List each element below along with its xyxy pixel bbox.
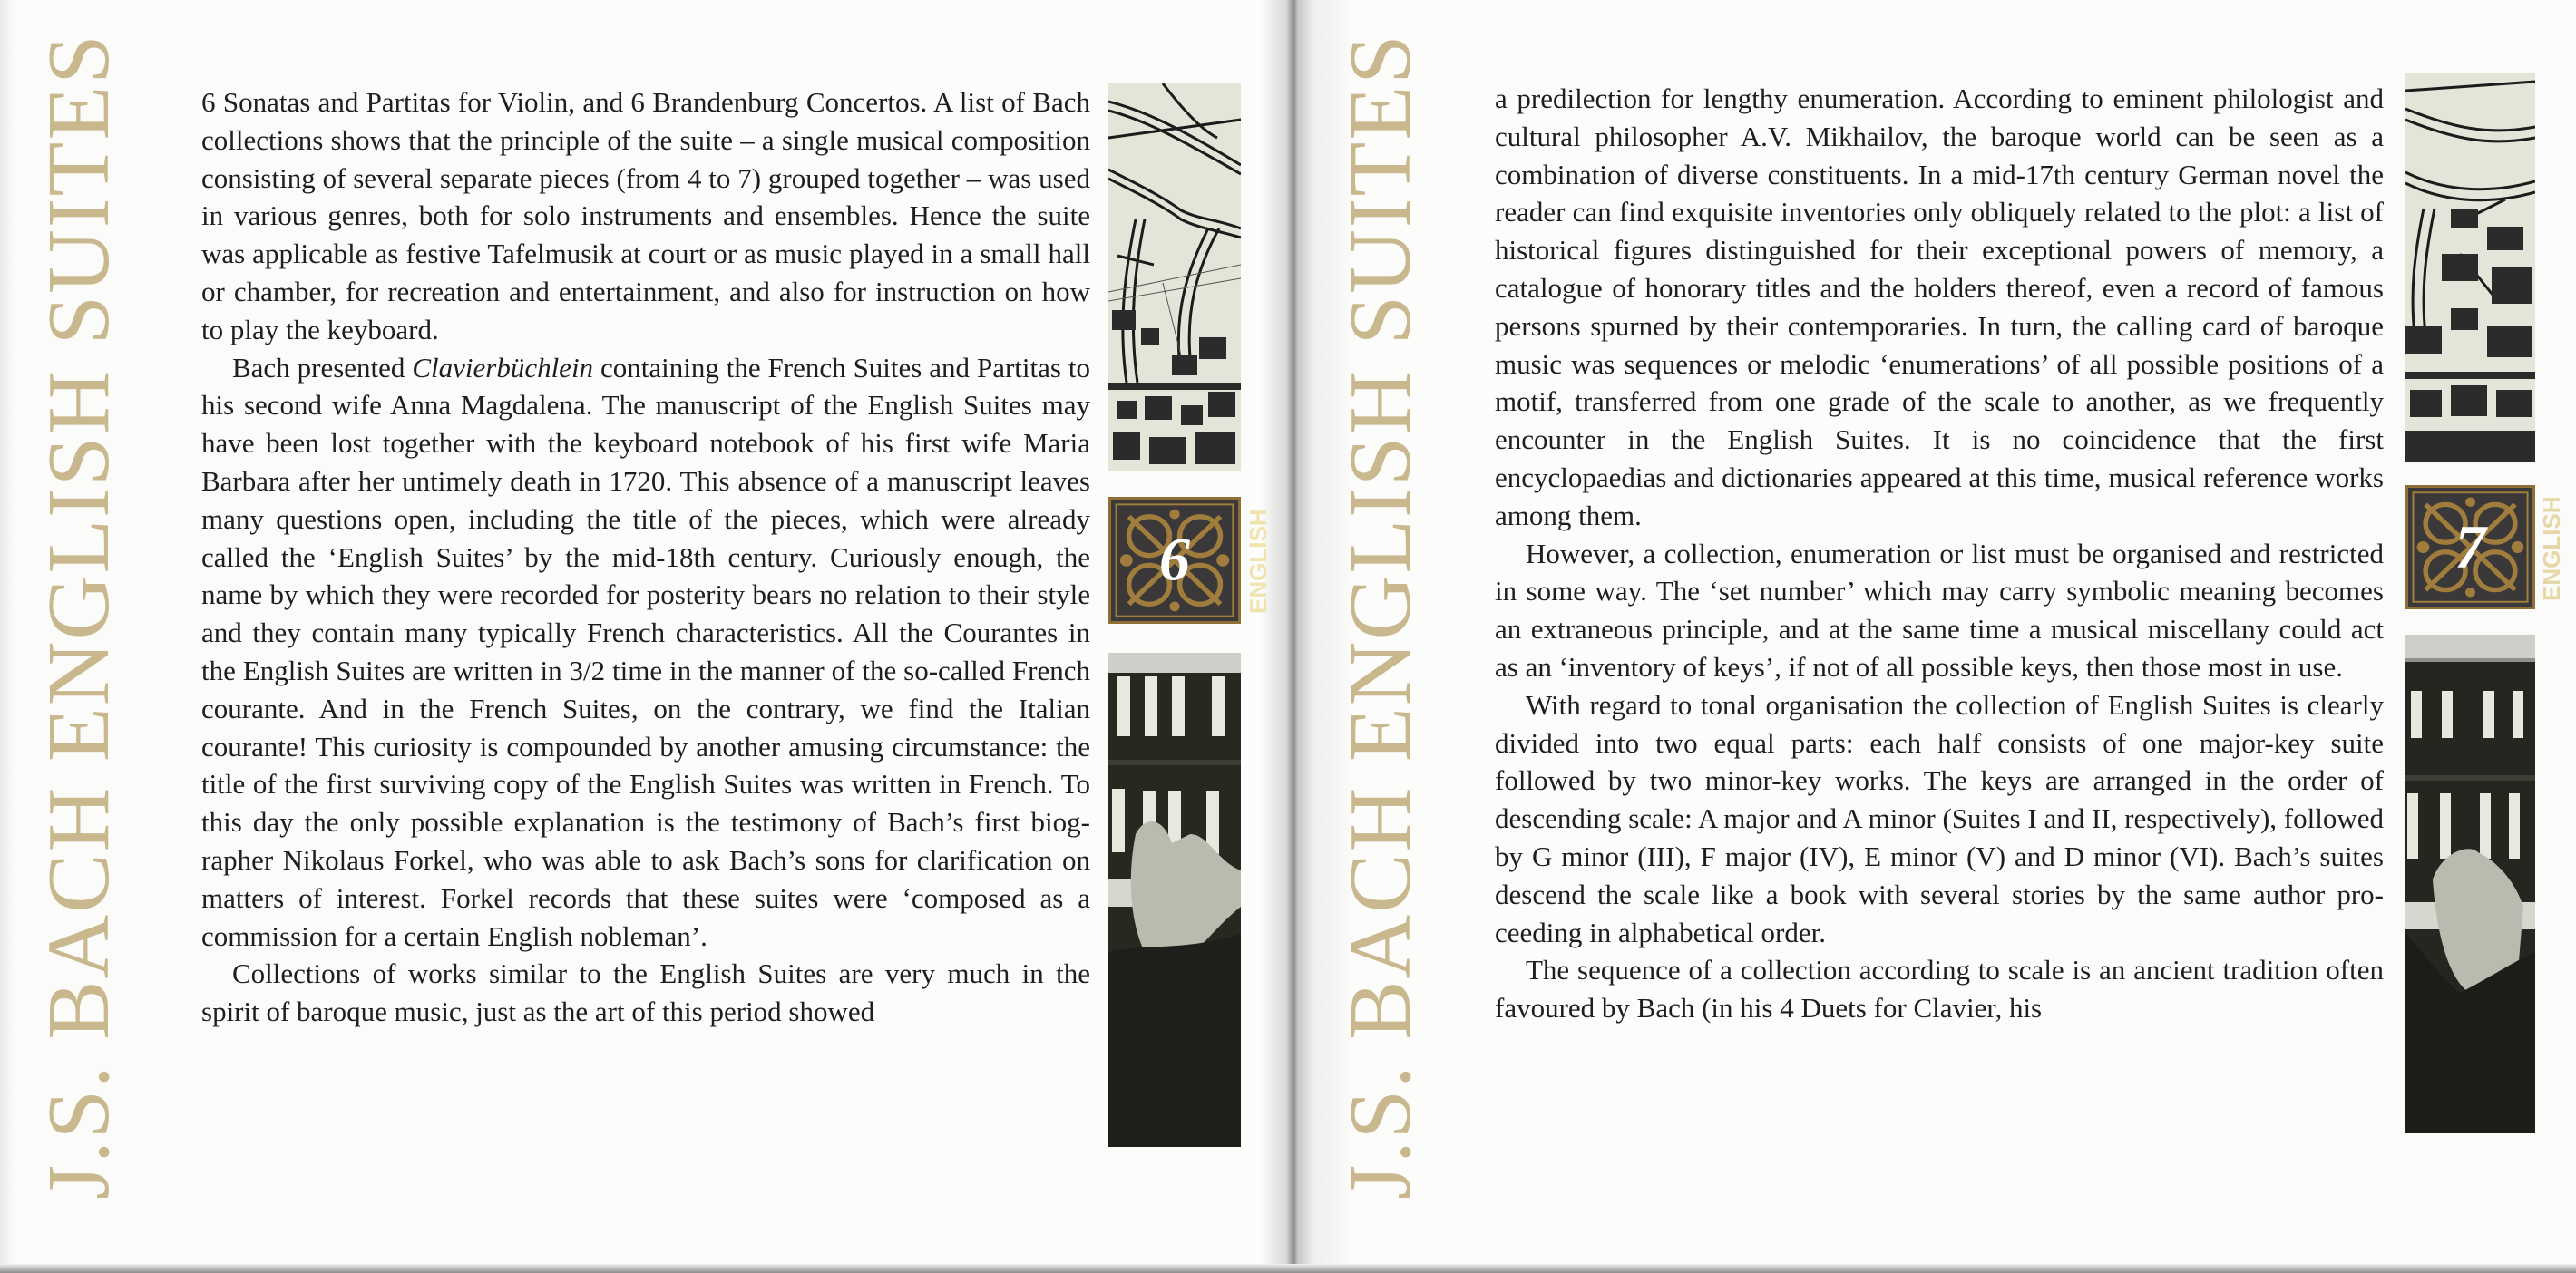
italic-title-text: Clavierbüchlein — [412, 351, 594, 384]
running-title-vertical — [1332, 33, 1429, 1200]
page-number-ornament — [2405, 485, 2535, 609]
hand-on-keyboard-photo — [1108, 653, 1241, 1147]
paragraph-text: containing the French Suites and Partitas to his second wife Anna Magdalena. The manuscript of the English Suites may have been lost together with the keyboard notebook of his first wife Maria Barbara after her untimely death in 1720. This absence of a manuscript leaves many questions open, including the title of the pieces, which were already called the ‘English Suites’ by the mid-18th century. Curiously enough, the name by which they were recorded for posterity bears no relation to their style and they contain many typically French characteristics. All the Courantes in the English Suites are written in 3/2 time in the manner of the so-called French courante. And in the French Suites, on the contrary, we find the Italian courante! This curiosity is compounded by another amusing circumstance: the title of the first surviving copy of the English Suites was written in French. To this day the only possible explanation is the testimony of Bach’s first biographer Nikolaus Forkel, who was able to ask Bach’s sons for clarification on matters of interest. Forkel records that these suites were ‘composed as a commission for a certain English nobleman’. — [201, 351, 1090, 952]
paragraph-text: 6 Sonatas and Partitas for Violin, and 6 Brandenburg Concertos. A list of Bach collections shows that the principle of the suite – a single musical composition consisting of several separate pieces (from 4 to 7) grouped together – was used in various genres, both for solo instruments and ensembles. Hence the suite was applicable as festive Tafelmusik at court or as music played in a small hall or chamber, for recreation and entertainment, and also for instruction on how to play the keyboard. — [201, 86, 1090, 345]
harpsichord-hand-photo-icon — [1108, 653, 1241, 1147]
body-paragraph — [1495, 535, 2384, 686]
paragraph-text: Collections of works similar to the English Suites are very much in the spirit of baroque music, just as the art of this period showed — [201, 957, 1090, 1028]
page-number: 6 — [1159, 524, 1190, 594]
harpsichord-hand-photo-icon — [2405, 635, 2535, 1133]
paragraph-text: The sequence of a collection according to scale is an ancient tradition often favoured by Bach (in his 4 Duets for Clavier, his — [1495, 954, 2384, 1025]
paragraph-text: Bach presented — [232, 351, 413, 384]
page-bottom-edge — [0, 1264, 2576, 1273]
body-paragraph — [1495, 951, 2384, 1027]
running-title-text: J.S. BACH ENGLISH SUITES — [30, 33, 128, 1200]
engraved-map-illustration — [1108, 83, 1241, 471]
paragraph-text: With regard to tonal organisation the collection of English Suites is clearly divided into two equal parts: each half consists of one major-key suite followed by two minor-key works. The keys are arranged in the order of descending scale: A major and A minor (Suites I and II, respectively), followed by G minor (III), F major (IV), E minor (V) and D minor (VI). Bach’s suites descend the scale like a book with several stories by the same author proceeding in alphabetical order. — [1495, 688, 2384, 948]
language-label: ENGLISH — [2538, 496, 2565, 601]
map-engraving-icon — [1108, 83, 1241, 471]
body-text-column — [201, 83, 1090, 1031]
body-text-column — [1495, 80, 2384, 1027]
page-number: 7 — [2454, 511, 2486, 581]
body-paragraph — [1495, 686, 2384, 952]
hand-on-keyboard-photo — [2405, 635, 2535, 1133]
body-paragraph — [1495, 80, 2384, 535]
paragraph-text: a predilection for lengthy enumeration. According to eminent philologist and cultural philosopher A.V. Mikhailov, the baroque world can be seen as a combination of diverse constituents. In a mid-17th century German novel the reader can find exquisite inventories only obliquely related to the plot: a list of historical figures distinguished for their exceptional powers of memory, a catalogue of honorary titles and the holders thereof, even a record of famous persons spurned by their contemporaries. In turn, the calling card of baroque music was sequences or melodic ‘enumerations’ of all possible positions of a motif, transferred from one grade of the scale to another, as we frequently encounter in the English Suites. It is no coincidence that the first encyclopaedias and dictionaries appeared at this time, musical reference works among them. — [1495, 83, 2384, 531]
page-number-ornament — [1108, 497, 1241, 624]
language-label: ENGLISH — [1244, 509, 1272, 614]
paragraph-text: However, a collection, enumeration or list must be organised and restricted in some way. The ‘set number’ which may carry symbolic meaning becomes an extraneous principle, and at the same time a musical miscellany could act as an ‘inventory of keys’, if not of all possible keys, then those most in use. — [1495, 537, 2384, 683]
running-title-text: J.S. BACH ENGLISH SUITES — [1332, 33, 1429, 1200]
running-title-vertical — [30, 33, 128, 1200]
body-paragraph — [201, 955, 1090, 1031]
map-engraving-icon — [2405, 73, 2535, 462]
body-paragraph — [201, 349, 1090, 956]
body-paragraph — [201, 83, 1090, 349]
engraved-map-illustration — [2405, 73, 2535, 462]
